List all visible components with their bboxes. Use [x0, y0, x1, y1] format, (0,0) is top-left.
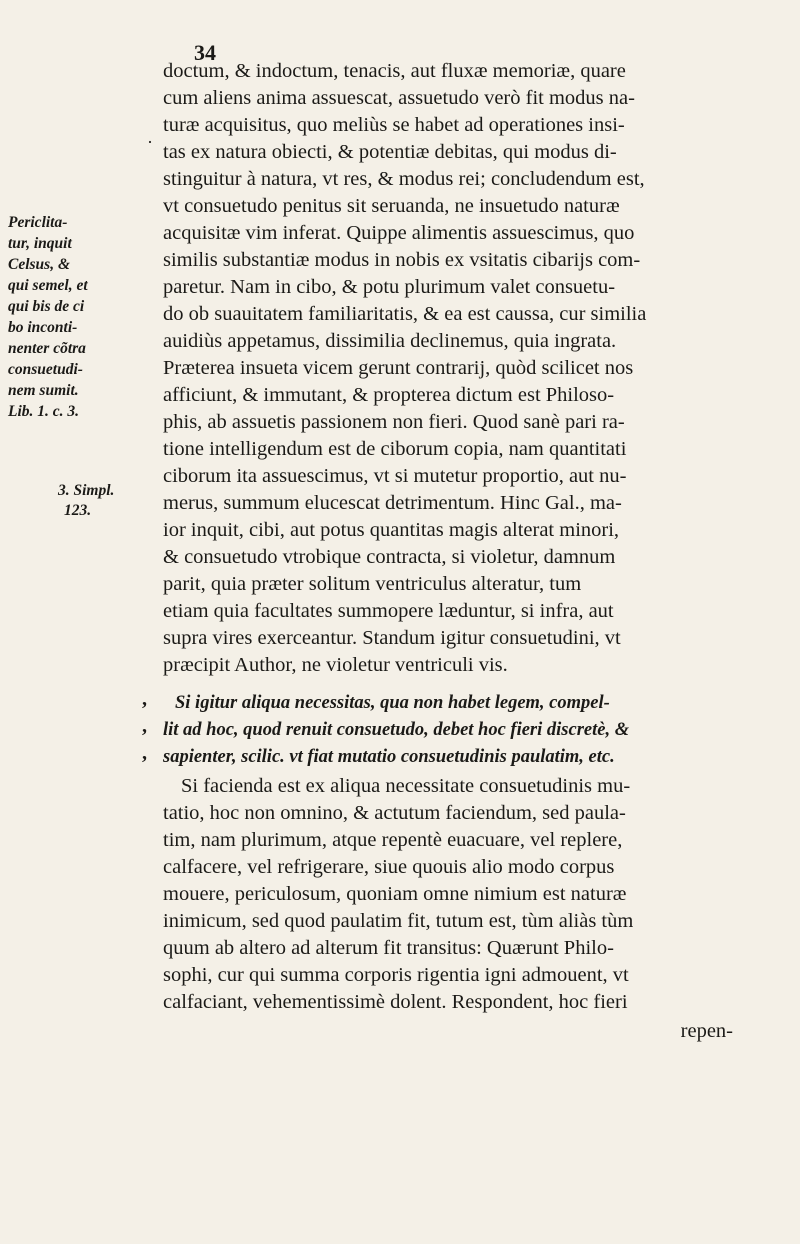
quoted-line: sapienter, scilic. vt fiat mutatio consuetudinis paulatim, etc. [163, 747, 615, 767]
text-line: similis substantiæ modus in nobis ex vsitatis cibarijs com- [163, 249, 641, 271]
margin-note-line: Periclita- [8, 214, 68, 231]
quote-mark: , [142, 688, 147, 710]
text-line: Si facienda est ex aliqua necessitate consuetudinis mu- [181, 775, 631, 797]
margin-note-line: consuetudi- [8, 361, 83, 378]
text-line: afficiunt, & immutant, & propterea dictum est Philoso- [163, 384, 615, 406]
text-line: paretur. Nam in cibo, & potu plurimum valet consuetu- [163, 276, 616, 298]
catchword: repen- [680, 1020, 733, 1042]
text-line: do ob suauitatem familiaritatis, & ea est caussa, cur similia [163, 303, 647, 325]
margin-note-line: 3. Simpl. [58, 482, 115, 499]
margin-note-line: nenter cõtra [8, 340, 86, 357]
text-line: quum ab altero ad alterum fit transitus: Quærunt Philo- [163, 937, 614, 959]
quote-mark: , [142, 715, 147, 737]
margin-note-line: Lib. 1. c. 3. [8, 403, 80, 420]
text-line: calfaciant, vehementissimè dolent. Respondent, hoc fieri [163, 991, 628, 1013]
text-line: merus, summum elucescat detrimentum. Hinc Gal., ma- [163, 492, 622, 514]
text-line: præcipit Author, ne violetur ventriculi vis. [163, 654, 508, 676]
text-line: stinguitur à natura, vt res, & modus rei; concludendum est, [163, 168, 645, 190]
text-line: calfacere, vel refrigerare, siue quouis alio modo corpus [163, 856, 615, 878]
text-line: tim, nam plurimum, atque repentè euacuare, vel replere, [163, 829, 623, 851]
page-number: 34 [194, 40, 216, 65]
margin-note-line: bo inconti- [8, 319, 78, 336]
text-line: doctum, & indoctum, tenacis, aut fluxæ memoriæ, quare [163, 60, 626, 82]
margin-bullet: · [147, 132, 153, 152]
text-line: tione intelligendum est de ciborum copia, nam quantitati [163, 438, 627, 460]
text-line: etiam quia facultates summopere læduntur, si infra, aut [163, 600, 614, 622]
text-line: tas ex natura obiecti, & potentiæ debitas, qui modus di- [163, 141, 617, 163]
margin-note-line: 123. [64, 502, 92, 519]
text-line: Præterea insueta vicem gerunt contrarij, quòd scilicet nos [163, 357, 634, 379]
text-line: vt consuetudo penitus sit seruanda, ne insuetudo naturæ [163, 195, 620, 217]
text-line: acquisitæ vim inferat. Quippe alimentis assuescimus, quo [163, 222, 635, 244]
text-line: & consuetudo vtrobique contracta, si violetur, damnum [163, 546, 616, 568]
quoted-line: lit ad hoc, quod renuit consuetudo, debet hoc fieri discretè, & [163, 720, 630, 740]
text-line: tatio, hoc non omnino, & actutum faciendum, sed paula- [163, 802, 626, 824]
margin-note-line: nem sumit. [8, 382, 79, 399]
text-line: turæ acquisitus, quo meliùs se habet ad operationes insi- [163, 114, 625, 136]
text-line: parit, quia præter solitum ventriculus alteratur, tum [163, 573, 582, 595]
text-line: cum aliens anima assuescat, assuetudo verò fit modus na- [163, 87, 635, 109]
text-line: sophi, cur qui summa corporis rigentia igni admouent, vt [163, 964, 629, 986]
margin-note-line: tur, inquit [8, 235, 72, 252]
quoted-line: Si igitur aliqua necessitas, qua non habet legem, compel- [175, 693, 610, 713]
text-line: ciborum ita assuescimus, vt si mutetur proportio, aut nu- [163, 465, 627, 487]
quote-mark: , [142, 742, 147, 764]
text-line: mouere, periculosum, quoniam omne nimium est naturæ [163, 883, 627, 905]
text-line: auidiùs appetamus, dissimilia declinemus, quia ingrata. [163, 330, 617, 352]
text-line: supra vires exerceantur. Standum igitur consuetudini, vt [163, 627, 621, 649]
text-line: phis, ab assuetis passionem non fieri. Quod sanè pari ra- [163, 411, 625, 433]
margin-note-line: Celsus, & [8, 256, 71, 273]
text-line: inimicum, sed quod paulatim fit, tutum est, tùm aliàs tùm [163, 910, 634, 932]
margin-note-line: qui semel, et [8, 277, 88, 294]
text-line: ior inquit, cibi, aut potus quantitas magis alterat minori, [163, 519, 620, 541]
margin-note-line: qui bis de ci [8, 298, 85, 315]
